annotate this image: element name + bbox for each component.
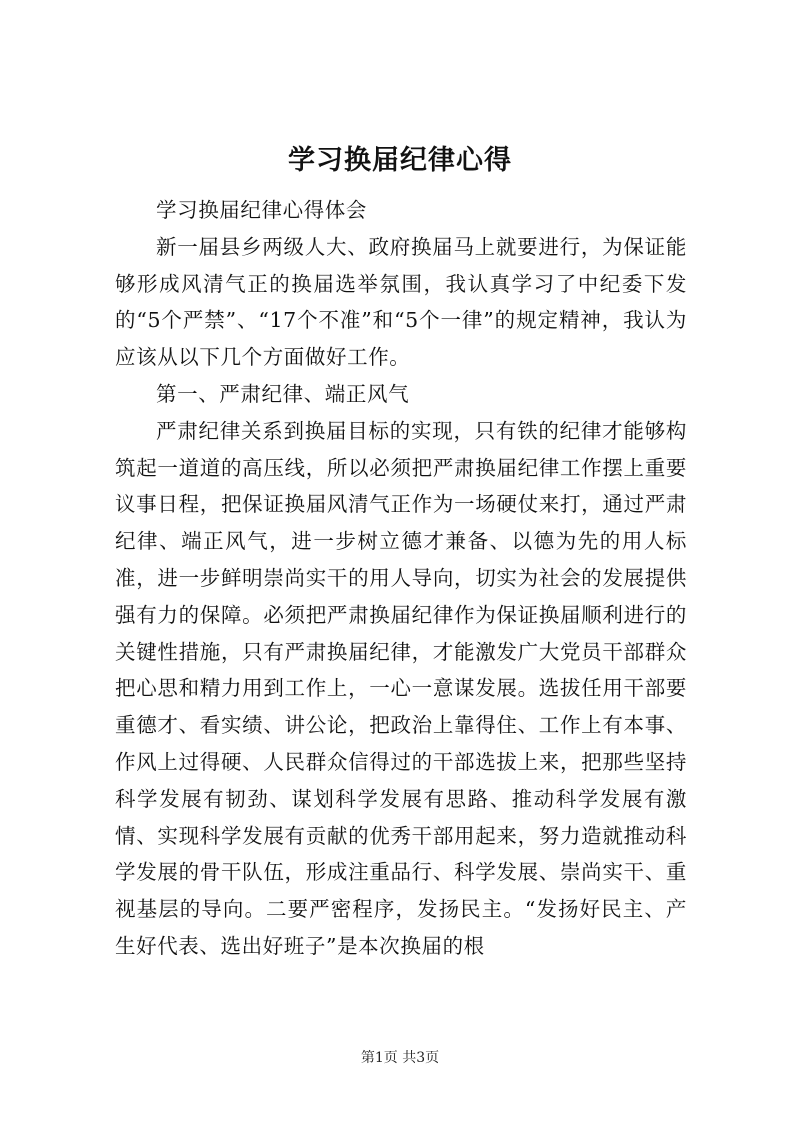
body-paragraph: 严肃纪律关系到换届目标的实现，只有铁的纪律才能够构筑起一道道的高压线，所以必须把严肃换届纪律工作摆上重要议事日程，把保证换届风清气正作为一场硬仗来打，通过严肃纪律、端正风气，进一步树立德才兼备、以德为先的用人标准，进一步鲜明崇尚实干的用人导向，切实为社会的发展提供强有力的保障。必须把严肃换届纪律作为保证换届顺利进行的关键性措施，只有严肃换届纪律，才能激发广大党员干部群众把心思和精力用到工作上，一心一意谋发展。选拔任用干部要重德才、看实绩、讲公论，把政治上靠得住、工作上有本事、作风上过得硬、人民群众信得过的干部选拔上来，把那些坚持科学发展有韧劲、谋划科学发展有思路、推动科学发展有激情、实现科学发展有贡献的优秀干部用起来，努力造就推动科学发展的骨干队伍，形成注重品行、科学发展、崇尚实干、重视基层的导向。二要严密程序，发扬民主。“发扬好民主、产生好代表、选出好班子”是本次换届的根 <box>115 418 687 958</box>
document-title: 学习换届纪律心得 <box>288 145 512 176</box>
section-heading: 第一、严肃纪律、端正风气 <box>156 381 410 406</box>
subtitle-paragraph: 学习换届纪律心得体会 <box>156 198 367 222</box>
document-body <box>115 192 687 965</box>
page-footer: 第1页 共3页 <box>360 1050 440 1066</box>
intro-paragraph: 新一届县乡两级人大、政府换届马上就要进行，为保证能够形成风清气正的换届选举氛围，我认真学习了中纪委下发的“5个严禁”、“17个不准”和“5个一律”的规定精神，我认为应该从以下几个方面做好工作。 <box>115 234 687 370</box>
